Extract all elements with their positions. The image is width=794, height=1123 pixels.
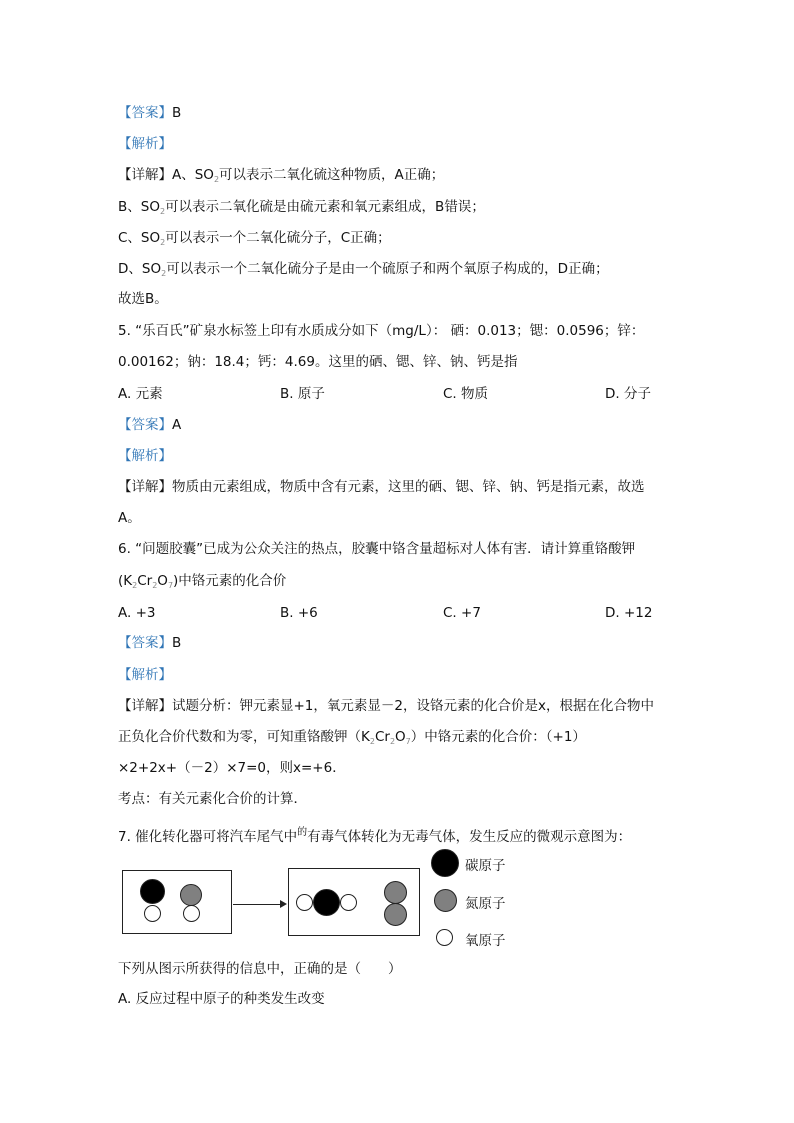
q5-stem-1: 5. “乐百氏”矿泉水标签上印有水质成分如下（mg/L）： 硒：0.013；锶：0.0596；锌： [118, 323, 645, 339]
text: 7. 催化转化器可将汽车尾气中 [118, 829, 298, 845]
q6-option-a: A. +3 [118, 605, 156, 621]
text: 试题分析：钾元素显+1，氧元素显－2，设铬元素的化合价是x，根据在化合物中 [172, 698, 654, 714]
subscript: 2 [152, 581, 158, 590]
q5-answer [118, 416, 181, 434]
carbon-atom [313, 889, 340, 916]
subscript: 2 [389, 737, 396, 746]
q6-detail-2 [118, 728, 586, 751]
q7-question: 下列从图示所获得的信息中，正确的是（ ） [118, 961, 402, 977]
q4-line-c [118, 229, 391, 252]
answer-tag: 【答案】 [118, 417, 172, 433]
nitrogen-atom [384, 903, 407, 926]
q6-analysis-tag: 【解析】 [118, 667, 172, 683]
q7-stem [118, 824, 631, 846]
q6-kaodian: 考点：有关元素化合价的计算． [118, 791, 307, 807]
q6-option-c: C. +7 [443, 605, 481, 621]
q6-answer [118, 634, 181, 652]
text: (K [118, 573, 133, 589]
oxygen-atom [144, 905, 161, 922]
text: Cr [374, 729, 390, 745]
q4-answer [118, 104, 181, 122]
arrow-icon [233, 904, 281, 905]
text: 正负化合价代数和为零，可知重铬酸钾（K [118, 729, 370, 745]
text: O [157, 573, 168, 589]
text: 的 [297, 827, 308, 838]
legend-nitrogen-label: 氮原子 [465, 896, 506, 912]
oxygen-atom [340, 894, 357, 911]
q5-option-d: D. 分子 [605, 386, 651, 402]
text: O [395, 729, 406, 745]
q5-option-b: B. 原子 [280, 386, 325, 402]
q5-detail [118, 478, 645, 496]
subscript: 7 [167, 581, 174, 590]
reactants-box [122, 870, 232, 934]
oxygen-atom [183, 905, 200, 922]
subscript: 2 [369, 737, 375, 746]
detail-tag: 【详解】 [118, 479, 172, 495]
text: 可以表示一个二氧化硫分子，C正确； [165, 230, 391, 246]
detail-tag: 【详解】 [118, 167, 172, 183]
q4-line-b [118, 198, 485, 221]
subscript: 7 [405, 737, 411, 746]
legend-carbon-icon [431, 849, 459, 877]
text: 物质由元素组成，物质中含有元素，这里的硒、锶、锌、钠、钙是指元素，故选 [172, 479, 645, 495]
text: 可以表示二氧化硫是由硫元素和氧元素组成，B错误； [165, 199, 485, 215]
answer-tag: 【答案】 [118, 105, 172, 121]
q6-option-b: B. +6 [280, 605, 318, 621]
answer-value: B [172, 105, 182, 121]
subscript: 2 [132, 581, 138, 590]
carbon-atom [140, 879, 165, 904]
q4-line-d [118, 260, 609, 283]
q6-option-d: D. +12 [605, 605, 653, 621]
subscript: 2 [213, 175, 220, 184]
q5-detail-2: A。 [118, 510, 141, 526]
q4-detail-line [118, 166, 444, 189]
q4-analysis-tag: 【解析】 [118, 136, 172, 152]
subscript: 2 [159, 207, 166, 216]
detail-tag: 【详解】 [118, 698, 172, 714]
legend-oxygen-icon [436, 929, 453, 946]
subscript: 2 [161, 269, 167, 278]
legend-nitrogen-icon [434, 889, 457, 912]
text: ）中铬元素的化合价：（+1） [410, 729, 586, 745]
subscript: 2 [160, 238, 166, 247]
q5-option-c: C. 物质 [443, 386, 489, 402]
q6-detail-1 [118, 697, 654, 715]
text: 可以表示一个二氧化硫分子是由一个硫原子和两个氧原子构成的，D正确； [166, 261, 609, 277]
answer-value: B [172, 635, 182, 651]
q6-detail-3: ×2+2x+（－2）×7=0，则x=+6． [118, 760, 346, 776]
nitrogen-atom [384, 881, 407, 904]
text: D、SO [118, 261, 162, 277]
text: Cr [137, 573, 153, 589]
oxygen-atom [296, 894, 313, 911]
legend-oxygen-label: 氧原子 [465, 933, 506, 949]
legend-carbon-label: 碳原子 [465, 858, 506, 874]
text: A、SO [172, 167, 214, 183]
text: C、SO [118, 230, 161, 246]
q6-stem-1: 6. “问题胶囊”已成为公众关注的热点，胶囊中铬含量超标对人体有害．请计算重铬酸钾 [118, 541, 636, 557]
text: 有毒气体转化为无毒气体，发生反应的微观示意图为： [307, 829, 632, 845]
text: 可以表示二氧化硫这种物质，A正确； [219, 167, 445, 183]
q4-conclusion: 故选B。 [118, 291, 168, 307]
q7-option-a: A. 反应过程中原子的种类发生改变 [118, 991, 325, 1007]
q5-stem-2: 0.00162；钠：18.4；钙：4.69。这里的硒、锶、锌、钠、钙是指 [118, 354, 518, 370]
text: )中铬元素的化合价 [173, 573, 287, 589]
text: B、SO [118, 199, 160, 215]
nitrogen-atom [180, 884, 202, 906]
q6-stem-2 [118, 572, 286, 595]
q5-analysis-tag: 【解析】 [118, 448, 172, 464]
q5-option-a: A. 元素 [118, 386, 163, 402]
answer-tag: 【答案】 [118, 635, 172, 651]
answer-value: A [172, 417, 182, 433]
